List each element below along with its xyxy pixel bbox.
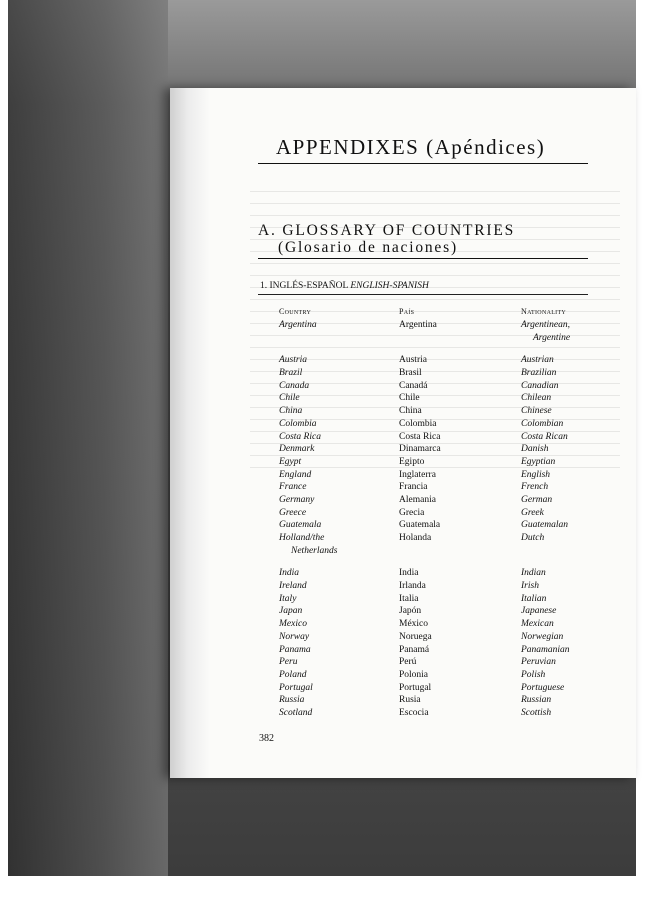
nationality-cell: Argentinean,: [521, 320, 570, 330]
country-cell: Mexico: [279, 619, 307, 630]
country-cell: Guatemala: [279, 520, 322, 531]
pais-cell: Polonia: [399, 669, 429, 680]
nationality-cell: Panamanian: [521, 644, 570, 655]
pais-cell: Costa Rica: [399, 431, 441, 442]
scan-shadow: [8, 0, 168, 876]
table-row: [279, 392, 599, 405]
column-header-country: Country: [279, 307, 312, 316]
nationality-cell: Canadian: [521, 380, 559, 391]
pais-cell: Brasil: [399, 368, 422, 379]
country-cell: England: [279, 469, 312, 480]
country-cell: Panama: [279, 644, 311, 655]
pais-cell: Portugal: [399, 682, 432, 693]
nationality-cell: Italian: [521, 593, 547, 604]
table-row: [279, 354, 599, 367]
country-cell: Egypt: [279, 456, 302, 467]
table-row: [279, 694, 599, 707]
country-cell: Costa Rica: [279, 431, 321, 442]
section-rule: [258, 258, 588, 259]
pais-cell: Francia: [399, 482, 428, 493]
pais-cell: Egipto: [399, 456, 425, 467]
table-row-continuation: [279, 545, 599, 558]
pais-cell: China: [399, 406, 422, 417]
glossary-table: [279, 307, 599, 720]
table-row: [279, 605, 599, 618]
nationality-cell: English: [521, 469, 551, 480]
country-cell: Greece: [279, 507, 307, 518]
pais-cell: Alemania: [399, 494, 436, 505]
country-cell: Canada: [279, 380, 310, 391]
country-cell: Russia: [279, 695, 305, 706]
subsection-rule: [258, 294, 588, 295]
pais-cell: Noruega: [399, 631, 432, 642]
nationality-cell: Scottish: [521, 707, 552, 718]
country-cell: Norway: [279, 631, 310, 642]
table-row: [279, 481, 599, 494]
table-row: [279, 631, 599, 644]
table-row: [279, 469, 599, 482]
nationality-cell: Danish: [521, 444, 549, 455]
country-cell: Chile: [279, 393, 300, 404]
table-row: [279, 431, 599, 444]
nationality-cell: Irish: [521, 581, 539, 592]
nationality-cell: Russian: [521, 695, 552, 706]
nationality-cell: Costa Rican: [521, 431, 568, 442]
nationality-cell: Brazilian: [521, 368, 557, 379]
country-cell: Argentina: [279, 320, 317, 330]
pais-cell: Irlanda: [399, 581, 426, 592]
pais-cell: Colombia: [399, 418, 437, 429]
country-cell: China: [279, 406, 303, 417]
country-cell: Ireland: [279, 581, 307, 592]
nationality-cell: Polish: [521, 669, 546, 680]
table-row: [279, 580, 599, 593]
table-row: [279, 618, 599, 631]
nationality-cell: Indian: [521, 568, 546, 579]
table-row: [279, 418, 599, 431]
pais-cell: Chile: [399, 393, 420, 404]
country-cell: Holland/the: [279, 533, 325, 543]
nationality-cell: Chinese: [521, 406, 552, 417]
table-row: [279, 567, 599, 580]
table-row: [279, 380, 599, 393]
table-row: [279, 519, 599, 532]
subsection-title-en: ENGLISH-SPANISH: [350, 281, 429, 291]
table-header: [279, 307, 599, 319]
country-cell: Peru: [279, 657, 298, 668]
pais-cell: Dinamarca: [399, 444, 441, 455]
pais-cell: Inglaterra: [399, 469, 436, 480]
nationality-cell-continuation: Argentine: [533, 332, 571, 343]
nationality-cell: Guatemalan: [521, 520, 568, 531]
table-row: [279, 443, 599, 456]
column-header-nationality: Nationality: [521, 307, 567, 316]
country-cell-continuation: Netherlands: [291, 545, 338, 556]
nationality-cell: Peruvian: [521, 657, 556, 668]
table-row: [279, 456, 599, 469]
nationality-cell: Portuguese: [521, 682, 565, 693]
subsection-title-es: 1. INGLÉS-ESPAÑOL: [260, 281, 348, 291]
pais-cell: India: [399, 568, 419, 579]
country-cell: Japan: [279, 606, 303, 617]
country-cell: Poland: [279, 669, 307, 680]
nationality-cell: Dutch: [521, 533, 545, 543]
pais-cell: Japón: [399, 606, 422, 617]
nationality-cell: Japanese: [521, 606, 557, 617]
column-header-pais: País: [399, 307, 415, 316]
subsection-heading: [260, 281, 429, 291]
pais-cell: Argentina: [399, 320, 437, 330]
nationality-cell: Mexican: [521, 619, 554, 630]
nationality-cell: Chilean: [521, 393, 552, 404]
country-cell: France: [279, 482, 307, 493]
country-cell: Portugal: [279, 682, 313, 693]
nationality-cell: German: [521, 494, 553, 505]
table-row-continuation: [279, 332, 599, 345]
page-number: 382: [259, 733, 274, 744]
country-cell: Scotland: [279, 707, 313, 718]
section-subtitle: (Glosario de naciones): [278, 239, 458, 256]
nationality-cell: Egyptian: [521, 456, 556, 467]
section-heading: [258, 222, 515, 256]
pais-cell: Guatemala: [399, 520, 441, 531]
table-row: [279, 532, 599, 545]
pais-cell: Holanda: [399, 533, 432, 543]
pais-cell: Rusia: [399, 695, 421, 706]
nationality-cell: Colombian: [521, 418, 564, 429]
pais-cell: Austria: [399, 355, 427, 366]
table-row: [279, 405, 599, 418]
table-row: [279, 494, 599, 507]
country-cell: Denmark: [279, 444, 315, 455]
country-cell: Colombia: [279, 418, 317, 429]
country-cell: Austria: [279, 355, 307, 366]
pais-cell: Perú: [399, 657, 417, 668]
table-row: [279, 319, 599, 332]
table-row: [279, 707, 599, 720]
nationality-cell: Greek: [521, 507, 544, 518]
nationality-cell: Norwegian: [521, 631, 564, 642]
country-cell: India: [279, 568, 300, 579]
nationality-cell: French: [521, 482, 549, 493]
pais-cell: Canadá: [399, 380, 428, 391]
table-row: [279, 593, 599, 606]
country-cell: Germany: [279, 494, 315, 505]
pais-cell: Italia: [399, 593, 419, 604]
pais-cell: Grecia: [399, 507, 425, 518]
page-title: APPENDIXES (Apéndices): [276, 135, 546, 159]
table-row: [279, 656, 599, 669]
section-title: A. GLOSSARY OF COUNTRIES: [258, 222, 516, 239]
country-cell: Brazil: [279, 368, 303, 379]
table-row: [279, 644, 599, 657]
table-row: [279, 682, 599, 695]
table-row: [279, 669, 599, 682]
nationality-cell: Austrian: [521, 355, 554, 366]
table-row: [279, 367, 599, 380]
pais-cell: Escocia: [399, 707, 429, 718]
table-row: [279, 507, 599, 520]
country-cell: Italy: [279, 593, 297, 604]
pais-cell: México: [399, 619, 429, 630]
page-gutter-shadow: [170, 88, 210, 778]
pais-cell: Panamá: [399, 644, 430, 655]
title-rule: [258, 163, 588, 164]
